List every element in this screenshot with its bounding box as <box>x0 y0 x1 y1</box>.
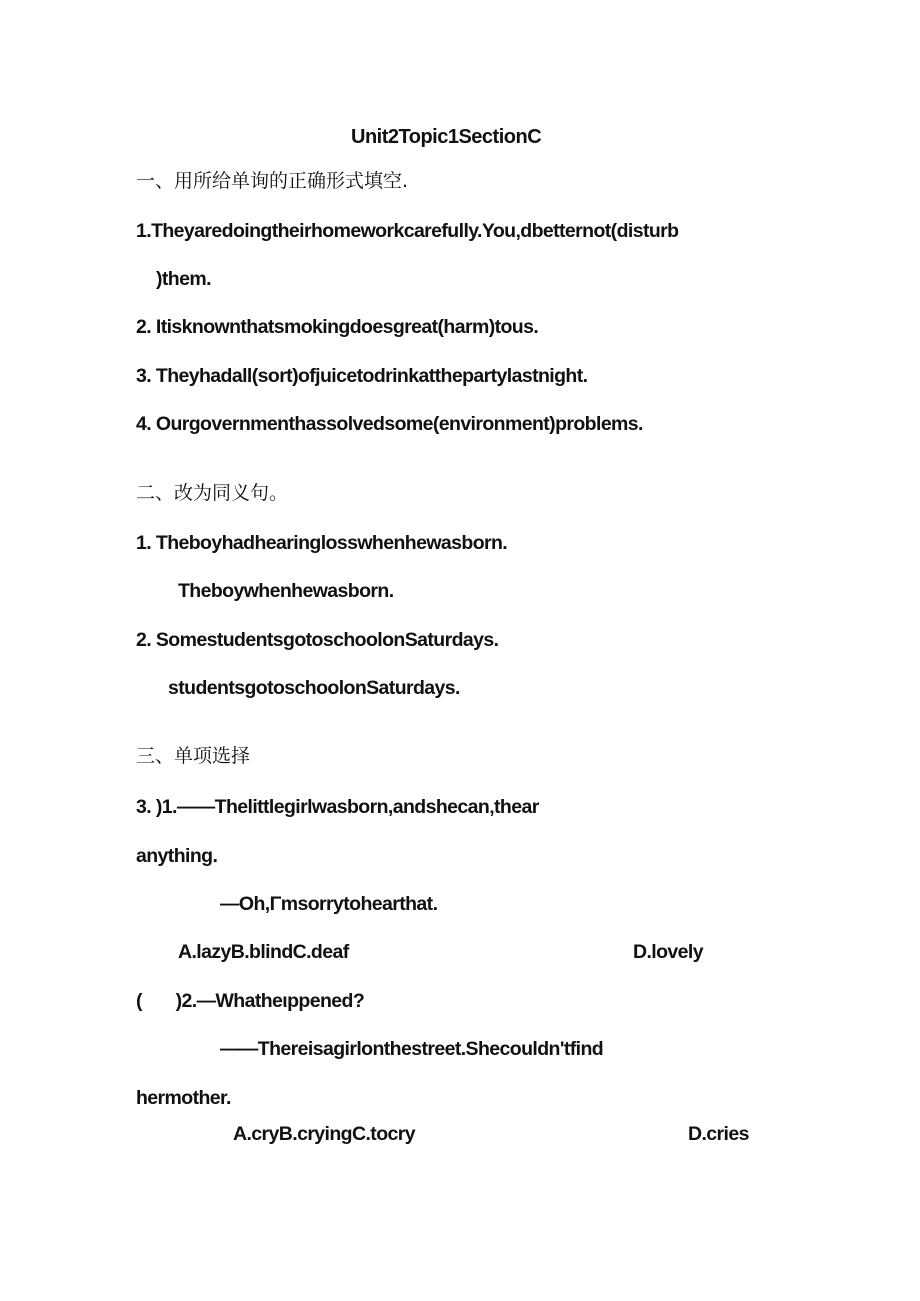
s1-item-3: 3. Theyhadall(sort)ofjuicetodrinkatthepartylastnight. <box>136 365 588 387</box>
s3-q1-options-abc: A.lazyB.blindC.deaf <box>178 941 349 963</box>
s3-q2-option-d: D.cries <box>688 1123 749 1145</box>
s1-item-1-line-1: 1.Theyaredoingtheirhomeworkcarefully.You‚dbetternot(disturb <box>136 220 679 242</box>
section-2-heading: 二、改为同义句。 <box>136 482 289 504</box>
s1-item-1-line-2: )them. <box>156 268 211 290</box>
s3-q2-reply-line-2: hermother. <box>136 1087 231 1109</box>
s3-q2-stem: ( )2.—Whatheιppened? <box>136 990 365 1012</box>
s2-item-1-line-1: 1. Theboyhadhearinglosswhenhewasborn. <box>136 532 508 554</box>
s3-q2-options-abc: A.cryB.cryingC.tocry <box>233 1123 415 1145</box>
s3-q2-reply-line-1: ——Thereisagirlonthestreet.Shecouldn'tfind <box>220 1038 604 1060</box>
s2-item-1-line-2: Theboywhenhewasborn. <box>178 580 394 602</box>
s3-q1-stem-line-2: anything. <box>136 845 218 867</box>
section-3-heading: 三、单项选择 <box>136 745 251 767</box>
s3-q1-option-d: D.lovely <box>633 941 703 963</box>
s3-q1-reply: —Oh,Γmsorrytohearthat. <box>220 893 438 915</box>
page-title: Unit2Topic1SectionC <box>351 126 542 148</box>
section-1-heading: 一、用所给单询的正确形式填空. <box>136 170 409 192</box>
s1-item-4: 4. Ourgovernmenthassolvedsome(environment)problems. <box>136 413 643 435</box>
s3-q1-stem-line-1: 3. )1.——Thelittlegirlwasborn,andshecan‚thear <box>136 796 539 818</box>
s2-item-2-line-1: 2. SomestudentsgotoschoolonSaturdays. <box>136 629 499 651</box>
s2-item-2-line-2: studentsgotoschoolonSaturdays. <box>168 677 460 699</box>
s1-item-2: 2. Itisknownthatsmokingdoesgreat(harm)tous. <box>136 316 539 338</box>
